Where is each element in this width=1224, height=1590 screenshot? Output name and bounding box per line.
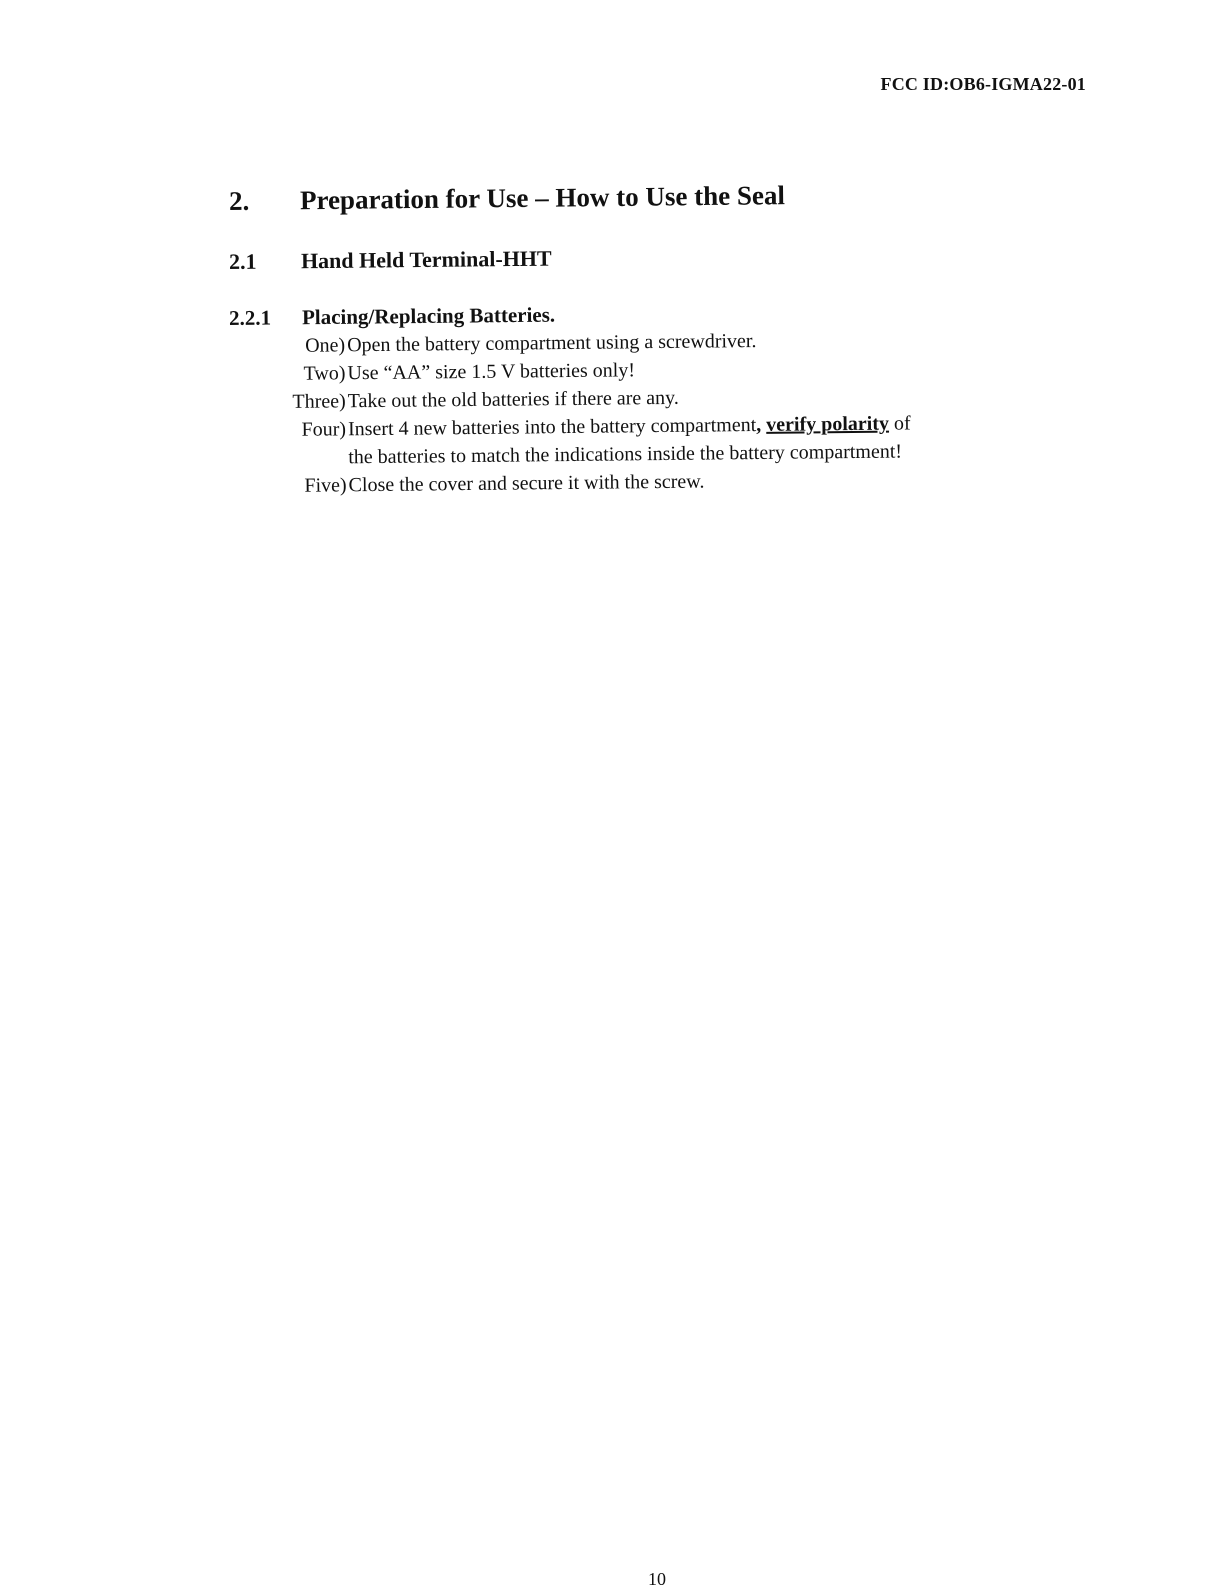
step-text: Use “AA” size 1.5 V batteries only! bbox=[347, 359, 636, 385]
section-title: Preparation for Use – How to Use the Seal bbox=[299, 180, 786, 216]
section-heading bbox=[229, 180, 785, 217]
step-label: Five) bbox=[304, 474, 347, 497]
subsubsection-heading bbox=[229, 303, 555, 331]
step-text-before: Insert 4 new batteries into the battery compartment bbox=[347, 414, 757, 441]
subsection-number: 2.1 bbox=[228, 248, 257, 274]
battery-steps-list bbox=[280, 324, 1042, 500]
step-label: One) bbox=[305, 334, 346, 357]
step-label: Three) bbox=[292, 390, 346, 413]
fcc-id-header: FCC ID:OB6-IGMA22-01 bbox=[880, 74, 1086, 94]
list-item bbox=[281, 408, 1042, 472]
page-number: 10 bbox=[648, 1569, 666, 1589]
subsubsection-number: 2.2.1 bbox=[228, 305, 272, 330]
step-text-after: of bbox=[888, 412, 911, 435]
step-text: Take out the old batteries if there are any. bbox=[347, 386, 679, 413]
section-number: 2. bbox=[228, 185, 250, 216]
polarity-emphasis: verify polarity bbox=[766, 412, 890, 436]
step-label: Two) bbox=[303, 362, 346, 385]
step-text bbox=[348, 409, 911, 471]
step-label: Four) bbox=[301, 418, 347, 441]
step-continuation: the batteries to match the indications inside the battery compartment! bbox=[348, 440, 903, 469]
subsection-heading bbox=[229, 246, 552, 275]
step-text: Close the cover and secure it with the screw. bbox=[348, 470, 705, 497]
step-comma: , bbox=[756, 413, 762, 437]
subsection-title: Hand Held Terminal-HHT bbox=[300, 245, 552, 274]
subsubsection-title: Placing/Replacing Batteries. bbox=[301, 302, 556, 330]
step-text: Open the battery compartment using a screwdriver. bbox=[347, 330, 757, 357]
